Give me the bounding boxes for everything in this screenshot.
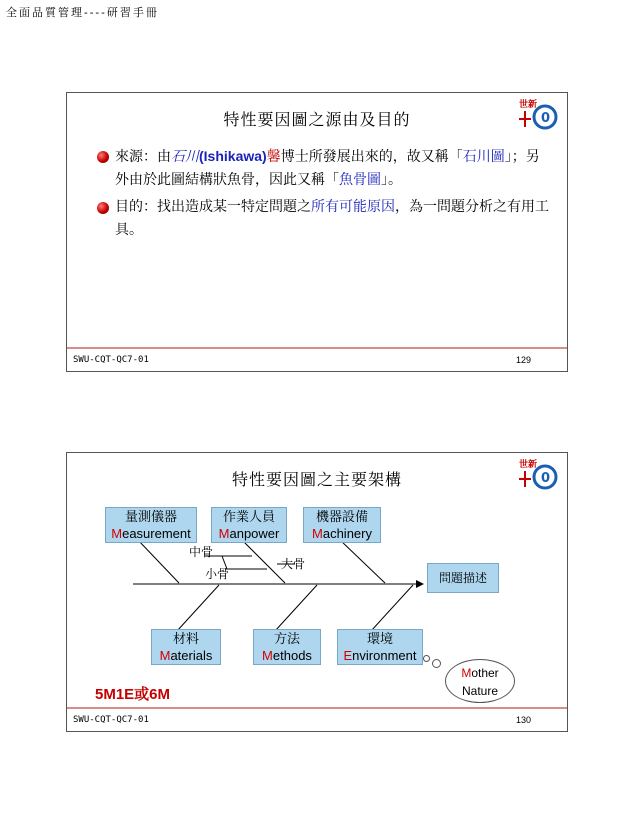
- box-zh: 方法: [273, 632, 300, 647]
- text: 來源：由: [115, 149, 171, 165]
- term-fishbone: 魚骨圖: [339, 172, 381, 188]
- footer-code: SWU-CQT-QC7-01: [73, 715, 149, 725]
- bullet-origin: [95, 145, 550, 192]
- cloud-line1: Mother: [461, 666, 499, 680]
- bullet-dot-icon: [97, 151, 109, 163]
- page-header: 全面品質管理----研習手冊: [6, 6, 159, 19]
- box-en: Materials: [159, 648, 213, 663]
- box-zh: 材料: [172, 632, 199, 647]
- box-zh: 環境: [366, 632, 393, 647]
- box-environment: [337, 629, 423, 665]
- box-en: Manpower: [218, 526, 280, 541]
- svg-text:0: 0: [541, 111, 551, 126]
- text: 博士所發展出來的，故又稱「: [280, 149, 463, 165]
- page-number: 129: [515, 355, 531, 365]
- text: 」。: [381, 172, 402, 188]
- footer-divider: [67, 347, 567, 349]
- bone-measurement: [137, 539, 179, 583]
- slide-title: 特性要因圖之源由及目的: [223, 110, 411, 129]
- bullet-purpose: [95, 196, 550, 242]
- bone-materials: [177, 585, 219, 631]
- bone-methods: [275, 585, 317, 631]
- box-materials: [151, 629, 221, 665]
- slide-129: [66, 92, 568, 372]
- label-medium-bone: 中骨: [189, 545, 214, 559]
- mother-nature-cloud: [445, 659, 515, 703]
- ishikawa-name2: 馨: [266, 149, 281, 165]
- ishikawa-latin: (Ishikawa): [199, 148, 267, 164]
- school-logo-icon: [517, 97, 559, 131]
- bullet-dot-icon: [97, 202, 109, 214]
- box-en: Methods: [262, 648, 312, 663]
- box-zh: 作業人員: [222, 510, 275, 525]
- bullet-list: [95, 145, 550, 246]
- thought-bubble-medium: [432, 659, 441, 668]
- box-manpower: [211, 507, 287, 543]
- thought-bubble-small: [423, 655, 430, 662]
- svg-text:0: 0: [541, 471, 551, 486]
- box-en: Machinery: [312, 526, 372, 541]
- cloud-line2: Nature: [461, 684, 499, 698]
- box-zh: 量測儀器: [124, 510, 177, 525]
- badge-5m1e: 5M1E或6M: [95, 686, 171, 703]
- slide-130: [66, 452, 568, 732]
- bone-manpower: [241, 539, 285, 583]
- box-machinery: [303, 507, 381, 543]
- term-all-causes: 所有可能原因: [311, 199, 395, 215]
- bone-environment: [371, 585, 413, 631]
- text: 」；另外由於此圖結構狀魚骨，因此又稱「: [115, 149, 540, 188]
- label-small-bone: 小骨: [205, 567, 230, 581]
- logo-text: 世新: [519, 460, 538, 470]
- label-big-bone: 大骨: [281, 557, 306, 571]
- text: ，為一問題分析之有用工具。: [115, 199, 549, 238]
- box-zh: 機器設備: [315, 510, 368, 525]
- term-ishikawa-chart: 石川圖: [462, 149, 505, 165]
- logo-text: 世新: [519, 100, 538, 110]
- bone-machinery: [339, 539, 385, 583]
- page-number: 130: [515, 715, 531, 725]
- box-en: Environment: [343, 648, 417, 663]
- text: 目的：找出造成某一特定問題之: [115, 199, 311, 215]
- footer-code: SWU-CQT-QC7-01: [73, 355, 149, 365]
- box-measurement: [105, 507, 197, 543]
- box-en: Measurement: [111, 526, 191, 541]
- box-methods: [253, 629, 321, 665]
- footer-divider: [67, 707, 567, 709]
- slide-title: 特性要因圖之主要架構: [231, 470, 402, 489]
- box-problem: 問題描述: [427, 563, 499, 593]
- ishikawa-name: 石川: [171, 149, 199, 165]
